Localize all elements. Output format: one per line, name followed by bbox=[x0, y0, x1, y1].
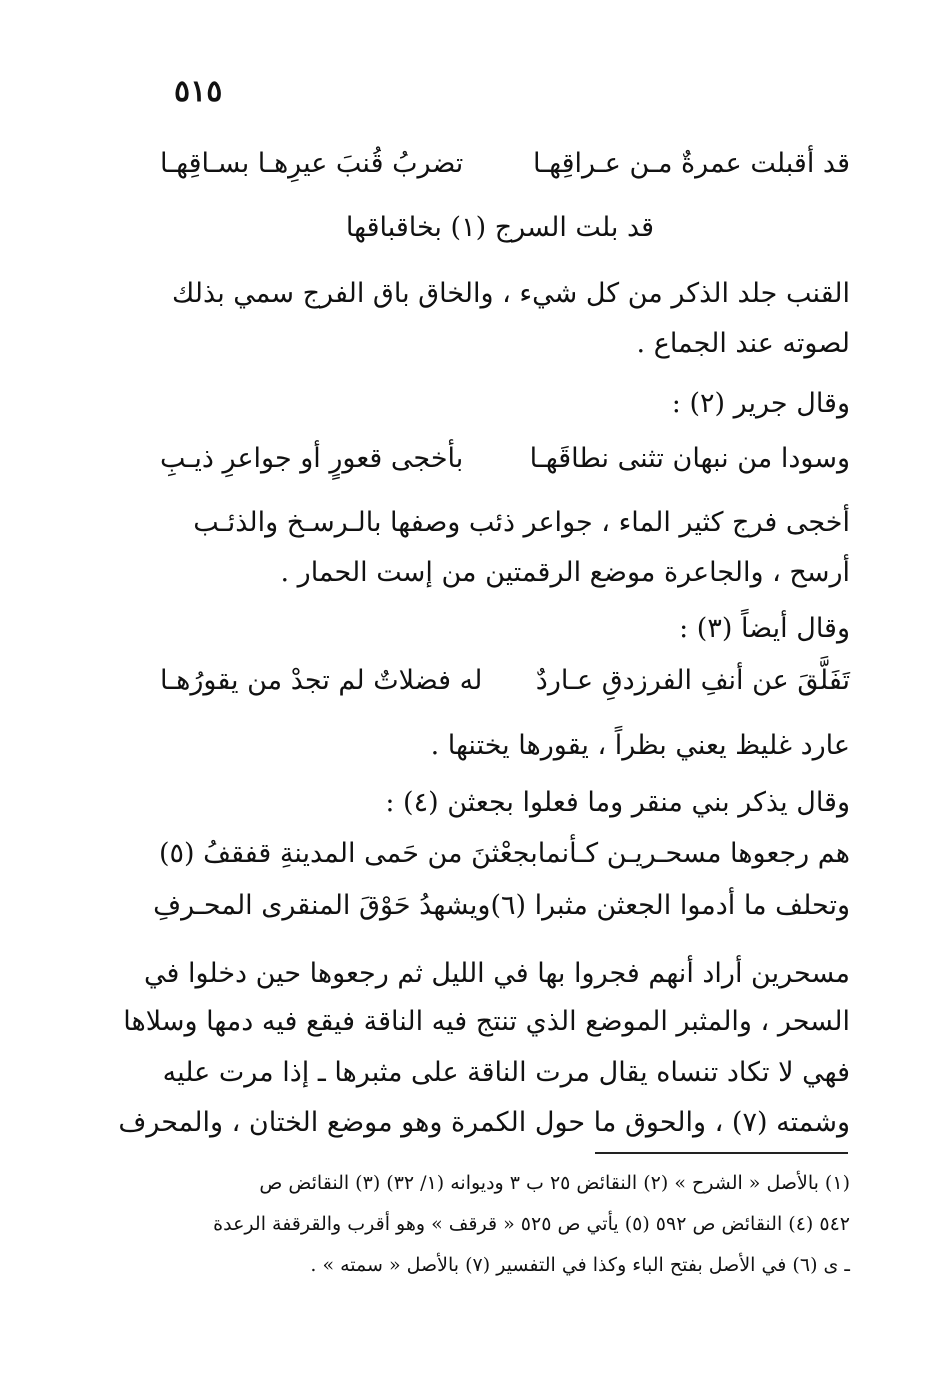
verse-first-hemistich: هم رجعوها مسحـريـن كـأنما bbox=[537, 838, 850, 869]
body-text-line: وقال أيضاً (٣) : bbox=[679, 613, 850, 644]
verse-second-hemistich: تضربُ قُنبَ عيرِهـا بسـاقِهـا bbox=[160, 148, 464, 179]
verse-line-centered: قد بلت السرج (١) بخاقباقها bbox=[345, 212, 655, 243]
body-text-line: أرسح ، والجاعرة موضع الرقمتين من إست الحمار . bbox=[280, 557, 850, 588]
verse-line bbox=[160, 838, 850, 870]
body-text-line: مسحرين أراد أنهم فجروا بها في الليل ثم رجعوها حين دخلوا في bbox=[143, 958, 850, 989]
verse-first-hemistich: قد أقبلت عمرةٌ مـن عـراقِهـا bbox=[532, 148, 850, 179]
verse-second-hemistich: بجعْثنَ من حَمى المدينةِ قفقفُ (٥) bbox=[158, 838, 538, 869]
footnote-line: ٥٤٢ (٤) النقائض ص ٥٩٢ (٥) يأتي ص ٥٢٥ « قرقف » وهو أقرب والقرقفة الرعدة bbox=[213, 1213, 850, 1235]
footnote-line: (١) بالأصل « الشرح » (٢) النقائض ٢٥ ب ٣ وديوانه (١/ ٣٢) (٣) النقائض ص bbox=[259, 1172, 850, 1194]
footnote-line: ـ ى (٦) في الأصل بفتح الباء وكذا في التفسير (٧) بالأصل « سمته » . bbox=[310, 1254, 850, 1276]
body-text-line: وشمته (٧) ، والحوق ما حول الكمرة وهو موضع الختان ، والمحرف bbox=[118, 1107, 850, 1138]
verse-line bbox=[160, 443, 850, 475]
verse-line bbox=[160, 665, 850, 697]
body-text-line: وقال يذكر بني منقر وما فعلوا بجعثن (٤) : bbox=[385, 787, 850, 818]
body-text-line: السحر ، والمثبر الموضع الذي تنتج فيه الناقة فيقع فيه دمها وسلاها bbox=[123, 1006, 850, 1037]
page-number: ٥١٥ bbox=[174, 74, 223, 109]
body-text-line: وقال جرير (٢) : bbox=[671, 388, 850, 419]
body-text-line: أخجى فرج كثير الماء ، جواعر ذئب وصفها بالـرسـخ والذئـب bbox=[193, 507, 850, 538]
body-text-line: لصوته عند الجماع . bbox=[636, 328, 850, 359]
verse-second-hemistich: ويشهدُ حَوْقَ المنقرى المحـرفِ bbox=[153, 890, 491, 921]
footnote-separator bbox=[595, 1152, 848, 1154]
verse-line bbox=[160, 148, 850, 180]
body-text-line: القنب جلد الذكر من كل شيء ، والخاق باق الفرج سمي بذلك bbox=[172, 278, 850, 309]
body-text-line: فهي لا تكاد تنساه يقال مرت الناقة على مثبرها ـ إذا مرت عليه bbox=[162, 1057, 850, 1088]
verse-first-hemistich: وسودا من نبهان تثنى نطاقَهـا bbox=[529, 443, 850, 474]
verse-first-hemistich: وتحلف ما أدموا الجعثن مثبرا (٦) bbox=[490, 890, 850, 921]
verse-line bbox=[153, 890, 850, 922]
verse-second-hemistich: بأخجى قعورٍ أو جواعرِ ذيـبِ bbox=[160, 443, 464, 474]
verse-second-hemistich: له فضلاتٌ لم تجدْ من يقورُهـا bbox=[160, 665, 483, 696]
verse-first-hemistich: تَفَلَّقَ عن أنفِ الفرزدقِ عـاردٌ bbox=[535, 665, 850, 696]
body-text-line: عارد غليظ يعني بظراً ، يقورها يختنها . bbox=[430, 730, 850, 761]
